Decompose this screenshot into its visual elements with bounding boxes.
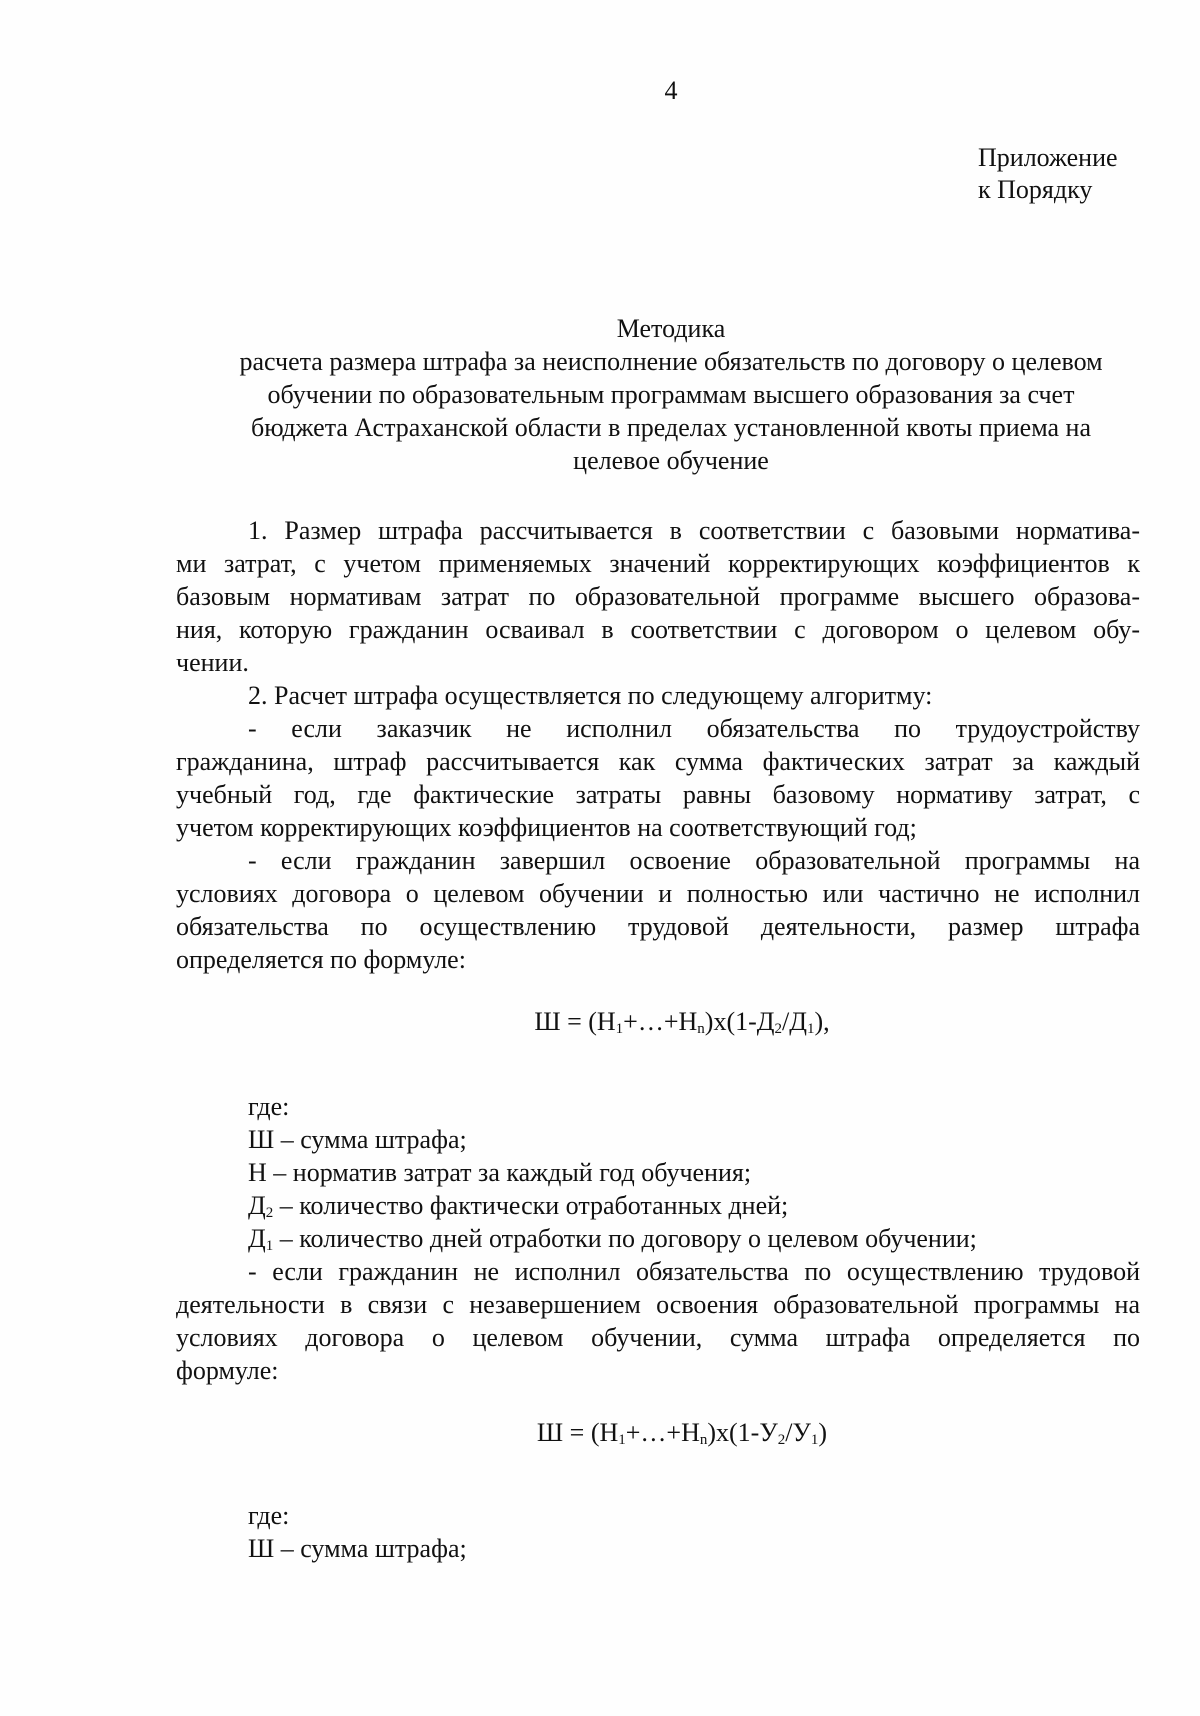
text-line: ния, которую гражданин осваивал в соответствии с договором о целевом обу- — [176, 615, 1140, 644]
legend-item: Н – норматив затрат за каждый год обучения; — [248, 1158, 752, 1187]
text-line: гражданина, штраф рассчитывается как сумма фактических затрат за каждый — [176, 747, 1140, 776]
legend-label: где: — [248, 1501, 290, 1530]
paragraph-1 — [176, 514, 1140, 679]
formula-days: $Ш = (Н_1+\dots+Н_n)х(1-Д_2/Д_1)$, — [534, 1007, 830, 1037]
title-line: бюджета Астраханской области в пределах установленной квоты приема на — [250, 413, 1091, 442]
paragraph-2 — [176, 679, 1140, 712]
text-line: 2. Расчет штрафа осуществляется по следующему алгоритму: — [248, 681, 933, 710]
legend-item: Ш – сумма штрафа; — [248, 1534, 467, 1563]
text-line: - если заказчик не исполнил обязательства по трудоустройству — [248, 714, 1140, 743]
bullet-incomplete-program — [176, 1255, 1140, 1387]
document-body — [176, 514, 1140, 1565]
text-line: 1. Размер штрафа рассчитывается в соответствии с базовыми норматива- — [248, 516, 1140, 545]
text-line: - если гражданин завершил освоение образовательной программы на — [248, 846, 1140, 875]
text-line: формуле: — [176, 1356, 279, 1385]
bullet-employer-default — [176, 712, 1140, 844]
text-line: базовым нормативам затрат по образовательной программе высшего образова- — [176, 582, 1140, 611]
legend-units — [176, 1499, 1140, 1565]
legend-item: $Д_2$ – количество фактически отработанных дней; — [248, 1191, 789, 1221]
page-number: 4 — [664, 76, 678, 105]
formula-units: $Ш = (Н_1+\dots+Н_n)х(1-У_2/У_1)$ — [536, 1418, 828, 1448]
legend-item: $Д_1$ – количество дней отработки по договору о целевом обучении; — [248, 1224, 977, 1254]
bullet-completed-program — [176, 844, 1140, 976]
document-title — [176, 312, 1166, 477]
text-line: деятельности в связи с незавершением освоения образовательной программы на — [176, 1290, 1140, 1319]
legend-days — [176, 1090, 1140, 1255]
text-line: учетом корректирующих коэффициентов на соответствующий год; — [176, 813, 917, 842]
appendix-reference — [978, 142, 1118, 206]
text-line: чении. — [176, 648, 249, 677]
text-line: ми затрат, с учетом применяемых значений корректирующих коэффициентов к — [176, 549, 1140, 578]
title-line: расчета размера штрафа за неисполнение обязательств по договору о целевом — [239, 347, 1103, 376]
text-line: условиях договора о целевом обучении, сумма штрафа определяется по — [176, 1323, 1140, 1352]
appendix-line: к Порядку — [978, 175, 1093, 204]
text-line: обязательства по осуществлению трудовой деятельности, размер штрафа — [176, 912, 1140, 941]
title-line: целевое обучение — [573, 446, 769, 475]
legend-item: Ш – сумма штрафа; — [248, 1125, 467, 1154]
text-line: определяется по формуле: — [176, 945, 466, 974]
text-line: - если гражданин не исполнил обязательства по осуществлению трудовой — [248, 1257, 1140, 1286]
appendix-line: Приложение — [978, 143, 1118, 172]
legend-label: где: — [248, 1092, 290, 1121]
title-heading: Методика — [616, 314, 726, 343]
text-line: условиях договора о целевом обучении и полностью или частично не исполнил — [176, 879, 1140, 908]
title-line: обучении по образовательным программам высшего образования за счет — [267, 380, 1075, 409]
text-line: учебный год, где фактические затраты равны базовому нормативу затрат, с — [176, 780, 1140, 809]
